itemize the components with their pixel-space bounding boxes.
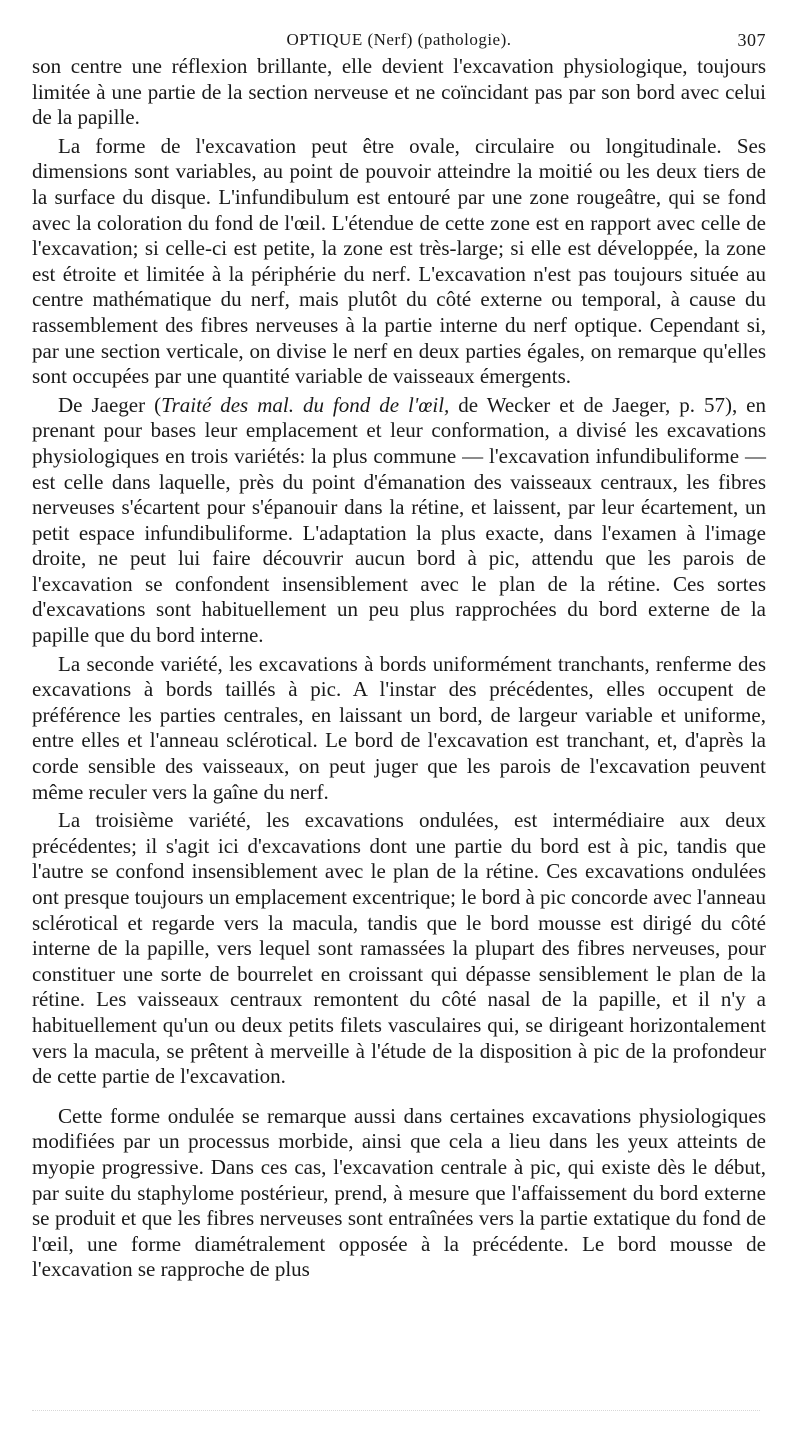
paragraph-6: Cette forme ondulée se remarque aussi dans certaines excavations physiologiques modifiées par un processus morbide, ainsi que cela a lieu dans les yeux atteints de myopie progressive. Dans ces cas, l'excavation centrale à pic, qui existe dès le début, par suite du staphylome postérieur, prend, à mesure que l'affaissement du bord externe se produit et que les fibres nerveuses sont entraînées vers la partie extatique du fond de l'œil, une forme diamétralement opposée à la précédente. Le bord mousse de l'excavation se rapproche de plus <box>32 1103 766 1282</box>
book-page <box>32 28 766 1286</box>
paragraph-3 <box>32 393 766 649</box>
paragraph-3-start: De Jaeger ( <box>58 392 162 417</box>
running-title: OPTIQUE (Nerf) (pathologie). <box>286 30 512 49</box>
paragraph-4: La seconde variété, les excavations à bords uniformément tranchants, renferme des excavations à bords taillés à pic. A l'instar des précédentes, elles occupent de préférence les parties centrales, en laissant un bord, de largeur variable et uniforme, entre elles et l'anneau sclérotical. Le bord de l'excavation est tranchant, et, d'après la corde sensible des vaisseaux, on peut juger que les parois de l'excavation peuvent même reculer vers la gaîne du nerf. <box>32 651 766 804</box>
paragraph-5: La troisième variété, les excavations ondulées, est intermédiaire aux deux précédentes; il s'agit ici d'excavations dont une partie du bord est à pic, tandis que l'autre se confond insensiblement avec le plan de la rétine. Ces excavations ondulées ont presque toujours un emplacement excentrique; le bord à pic concorde avec l'anneau sclérotical et regarde vers la macula, tandis que le bord mousse est dirigé du côté interne de la papille, vers lequel sont ramassées la plupart des fibres nerveuses, pour constituer une sorte de bourrelet en croissant qui dépasse sensiblement le plan de la rétine. Les vaisseaux centraux remontent du côté nasal de la papille, et il n'y a habituellement qu'un ou deux petits filets vasculaires qui, se dirigeant horizontalement vers la macula, se prêtent à merveille à l'étude de la disposition à pic de la profondeur de cette partie de l'excavation. <box>32 808 766 1089</box>
paragraph-1: son centre une réflexion brillante, elle devient l'excavation physiologique, toujours limitée à une partie de la section nerveuse et ne coïncidant pas par son bord avec celui de la papille. <box>32 54 766 130</box>
paragraph-2: La forme de l'excavation peut être ovale, circulaire ou longitudinale. Ses dimensions sont variables, au point de pouvoir atteindre la moitié ou les deux tiers de la surface du disque. L'infundibulum est entouré par une zone rougeâtre, qui se fond avec la coloration du fond de l'œil. L'étendue de cette zone est en rapport avec celle de l'excavation; si celle-ci est petite, la zone est très-large; si elle est développée, la zone est étroite et limitée à la périphérie du nerf. L'excavation n'est pas toujours située au centre mathématique du nerf, mais plutôt du côté externe ou temporal, à cause du rassemblement des fibres nerveuses à la partie interne du nerf optique. Cependant si, par une section verticale, on divise le nerf en deux parties égales, on remarque qu'elles sont occupées par une quantité variable de vaisseaux émergents. <box>32 133 766 389</box>
scan-margin-marks <box>32 1410 760 1421</box>
page-number: 307 <box>737 30 766 50</box>
citation-title: Traité des mal. du fond de l'œil, <box>161 392 450 417</box>
running-header <box>32 28 766 54</box>
article-body <box>32 54 766 1283</box>
paragraph-3-rest: de Wecker et de Jaeger, p. 57), en prenant pour bases leur emplacement et leur conformation, a divisé les excavations physiologiques en trois variétés: la plus commune — l'excavation infundibuliforme — est celle dans laquelle, près du point d'émanation des vaisseaux centraux, les fibres nerveuses s'écartent pour s'épanouir dans la rétine, et laissent, par leur écartement, un petit espace infundibuliforme. L'adaptation la plus exacte, dans l'examen à l'image droite, ne peut lui faire découvrir aucun bord à pic, attendu que les parois de l'excavation se confondent insensiblement avec le plan de la rétine. Ces sortes d'excavations sont habituellement un peu plus rapprochées du bord externe de la papille que du bord interne. <box>32 392 766 648</box>
